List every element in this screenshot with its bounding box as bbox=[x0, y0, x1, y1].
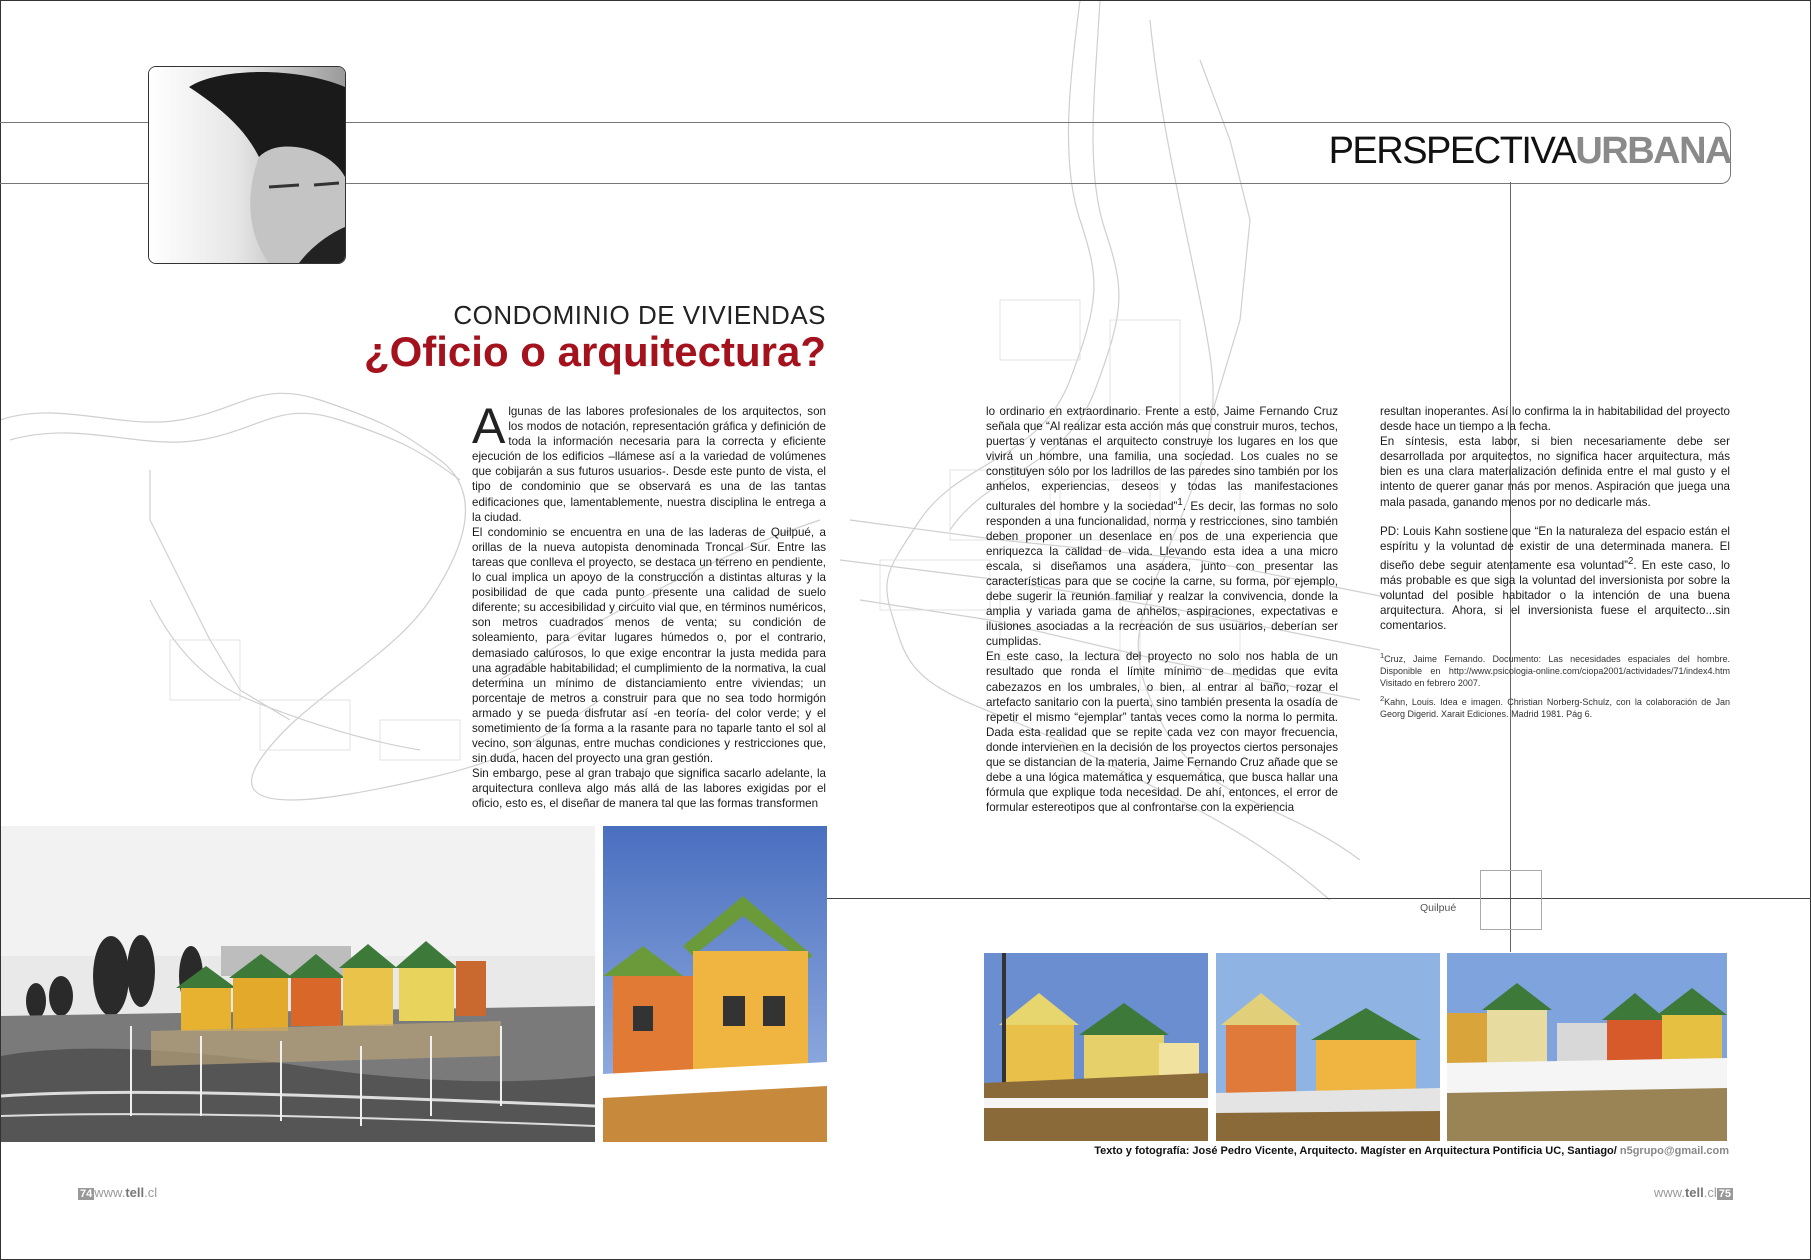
photo-house-blue-sky bbox=[603, 826, 827, 1142]
footnote-ref-1: 1 bbox=[1177, 496, 1183, 508]
col2-paragraph-1 bbox=[986, 404, 1338, 649]
footnote-2-text: Kahn, Louis. Idea e imagen. Christian Norberg-Schulz, con la colaboración de Jan Georg Digerid. Xarait Ediciones. Madrid 1981. Pág 6. bbox=[1380, 697, 1730, 719]
section-title bbox=[1329, 130, 1731, 173]
photo-houses-hillside-wide bbox=[1447, 953, 1727, 1141]
footnote-1-text: Cruz, Jaime Fernando. Documento: Las necesidades espaciales del hombre. Disponible en http://www.psicologia-online.com/ciopa2001/actividades/71/index4.htm Visitado en febrero 2007. bbox=[1380, 654, 1730, 688]
credit-text: Texto y fotografía: José Pedro Vicente, Arquitecto. Magíster en Arquitectura Pontificia UC, Santiago/ bbox=[1094, 1145, 1620, 1157]
footer-right-www: www. bbox=[1653, 1185, 1685, 1200]
footnotes bbox=[1380, 650, 1730, 724]
page-number-left: 74 bbox=[80, 1188, 93, 1200]
col3-text-c1: PD: Louis Kahn sostiene que “En la naturaleza del espacio están el espíritu y la voluntad de existir de una determinada manera. El diseño debe seguir atentamente esa voluntad” bbox=[1380, 524, 1730, 572]
section-title-bold: URBANA bbox=[1575, 130, 1731, 172]
col1-paragraph-2: El condominio se encuentra en una de las laderas de Quilpué, a orillas de la nueva autopista denominada Troncal Sur. Entre las tareas que conlleva el proyecto, se destaca un terreno en pendiente, lo cual implica un apoyo de la construcción a distintas alturas y la posibilidad de que cada punto presente una calidad de suelo diferente; su accesibilidad y circuito vial que, en términos numéricos, son metros cuadrados menos de venta; su condición de soleamiento, para evitar lugares húmedos o, por el contrario, demasiado calurosos, lo que exige encontrar la justa medida para una agradable habitabilidad; el cumplimiento de la normativa, la cual determina un mínimo de distanciamiento entre viviendas; un porcentaje de metros a construir para que no sea todo hormigón armado y se pueda disfrutar así -en teoría- del color verde; y el sometimiento de la forma a la rasante para no taparle tanto el sol al vecino, son algunas, entre muchas condiciones y restricciones que, sin duda, hacen del proyecto una gran gestión. bbox=[472, 525, 826, 766]
col2-paragraph-2: En este caso, la lectura del proyecto no solo nos habla de un resultado que ronda el límite mínimo de medidas que evita cabezazos en los umbrales, o bien, al entrar al baño, rozar el artefacto sanitario con la puerta, sino también presenta la osadía de repetir el mismo “ejemplar” tantas veces como la norma lo permita. Dada esta realidad que se repite cada vez con mayor frecuencia, donde intervienen en la decisión de los proyectos ciertos personajes que se distancian de la materia, Jaime Fernando Cruz añade que se debe a una lógica matemática y esquemática, que busca hallar una fórmula que explique toda necesidad. De ahí, entonces, el error de formular estereotipos que al confrontarse con la experiencia bbox=[986, 650, 1338, 815]
footer-left-tld: .cl bbox=[144, 1185, 158, 1200]
photo-houses-street bbox=[984, 953, 1208, 1141]
horizontal-guide-line bbox=[826, 898, 1811, 899]
photo-condominium-hillside bbox=[1, 826, 595, 1142]
col2-text-b: . Es decir, las formas no solo responden a una funcionalidad, norma y restricciones, sino también deben proponer un desenlace en pos de una experiencia que enriquezca la calidad de vida. Llevando esta idea a una micro escala, si diseñamos una asadera, junto con presentar las características para que se cocine la carne, su forma, por ejemplo, debe sugerir la reunión familiar y realzar la convivencia, donde la amplia y variada gama de anhelos, aspiraciones, expectativas e ilusiones asociadas a la recreación de sus usuarios, deberían ser cumplidas. bbox=[986, 499, 1338, 649]
article-column-3 bbox=[1380, 404, 1730, 633]
footer-right-brand: tell bbox=[1684, 1185, 1704, 1200]
article-kicker: CONDOMINIO DE VIVIENDAS bbox=[453, 300, 826, 330]
col3-text-c2: . En este caso, lo más probable es que siga la voluntad del inversionista por sobre la voluntad del posible habitador o la intención de una buena arquitectura. Ahora, si el inversionista fuese el arquitecto...sin comentarios. bbox=[1380, 558, 1731, 633]
footnote-ref-2: 2 bbox=[1628, 555, 1634, 567]
footer-left-www: www. bbox=[94, 1185, 126, 1200]
footer-left-brand: tell bbox=[125, 1185, 145, 1200]
col2-text-a: lo ordinario en extraordinario. Frente a esto, Jaime Fernando Cruz señala que “Al realizar esta acción más que construir muros, techos, puertas y ventanas el arquitecto construye los lugares en los que vivirá un hombre, una familia, una sociedad. Los cuales no se constituyen sólo por los ladrillos de las paredes sino también por los anhelos, experiencias, deseos y todas las manifestaciones culturales del hombre y la sociedad” bbox=[986, 405, 1338, 513]
drop-cap: A bbox=[472, 398, 506, 454]
footnote-2-number: 2 bbox=[1380, 694, 1385, 703]
photo-houses-sunset bbox=[1216, 953, 1440, 1141]
footer-right bbox=[1654, 1185, 1733, 1200]
col3-paragraph-2: En síntesis, esta labor, si bien necesariamente debe ser desarrollada por arquitectos, no significa hacer arquitectura, más bien es una clara materialización definida entre el mal gusto y el intento de querer ganar más por menos. Aspiración que juega una mala pasada, ganando menos por no dedicarle más. bbox=[1380, 435, 1730, 509]
article-headline: ¿Oficio o arquitectura? bbox=[363, 328, 826, 375]
photo-credit bbox=[1094, 1145, 1729, 1157]
map-caption: Quilpué bbox=[1420, 902, 1457, 914]
footer-right-tld: .cl bbox=[1703, 1185, 1717, 1200]
col3-paragraph-1: resultan inoperantes. Así lo confirma la in habitabilidad del proyecto desde hace un tiempo a la fecha. bbox=[1380, 405, 1730, 434]
credit-email[interactable]: n5grupo@gmail.com bbox=[1619, 1145, 1729, 1157]
col1-paragraph-1: lgunas de las labores profesionales de los arquitectos, son los modos de notación, representación gráfica y definición de toda la información necesaria para la correcta y eficiente ejecución de los edificios –llámese así a la variedad de volúmenes que cobijarán a sus futuros usuarios-. Desde este punto de vista, el tipo de condominio que se observará es una de las tantas edificaciones que, lamentablemente, nuestra disciplina le entrega a la ciudad. bbox=[472, 405, 826, 524]
col3-paragraph-3 bbox=[1380, 524, 1730, 634]
footer-left bbox=[78, 1185, 157, 1200]
article-column-2 bbox=[986, 404, 1338, 815]
caption-frame-box bbox=[1480, 870, 1542, 930]
col1-paragraph-3: Sin embargo, pese al gran trabajo que significa sacarlo adelante, la arquitectura conlleva algo más allá de las labores exigidas por el oficio, esto es, el diseñar de manera tal que las formas transformen bbox=[472, 767, 826, 811]
footnote-2 bbox=[1380, 693, 1730, 720]
footnote-1 bbox=[1380, 650, 1730, 689]
page-number-right: 75 bbox=[1718, 1188, 1731, 1200]
section-title-light: PERSPECTIVA bbox=[1328, 130, 1576, 172]
author-portrait bbox=[148, 66, 346, 264]
footnote-1-number: 1 bbox=[1380, 651, 1385, 660]
article-column-1 bbox=[472, 398, 826, 812]
